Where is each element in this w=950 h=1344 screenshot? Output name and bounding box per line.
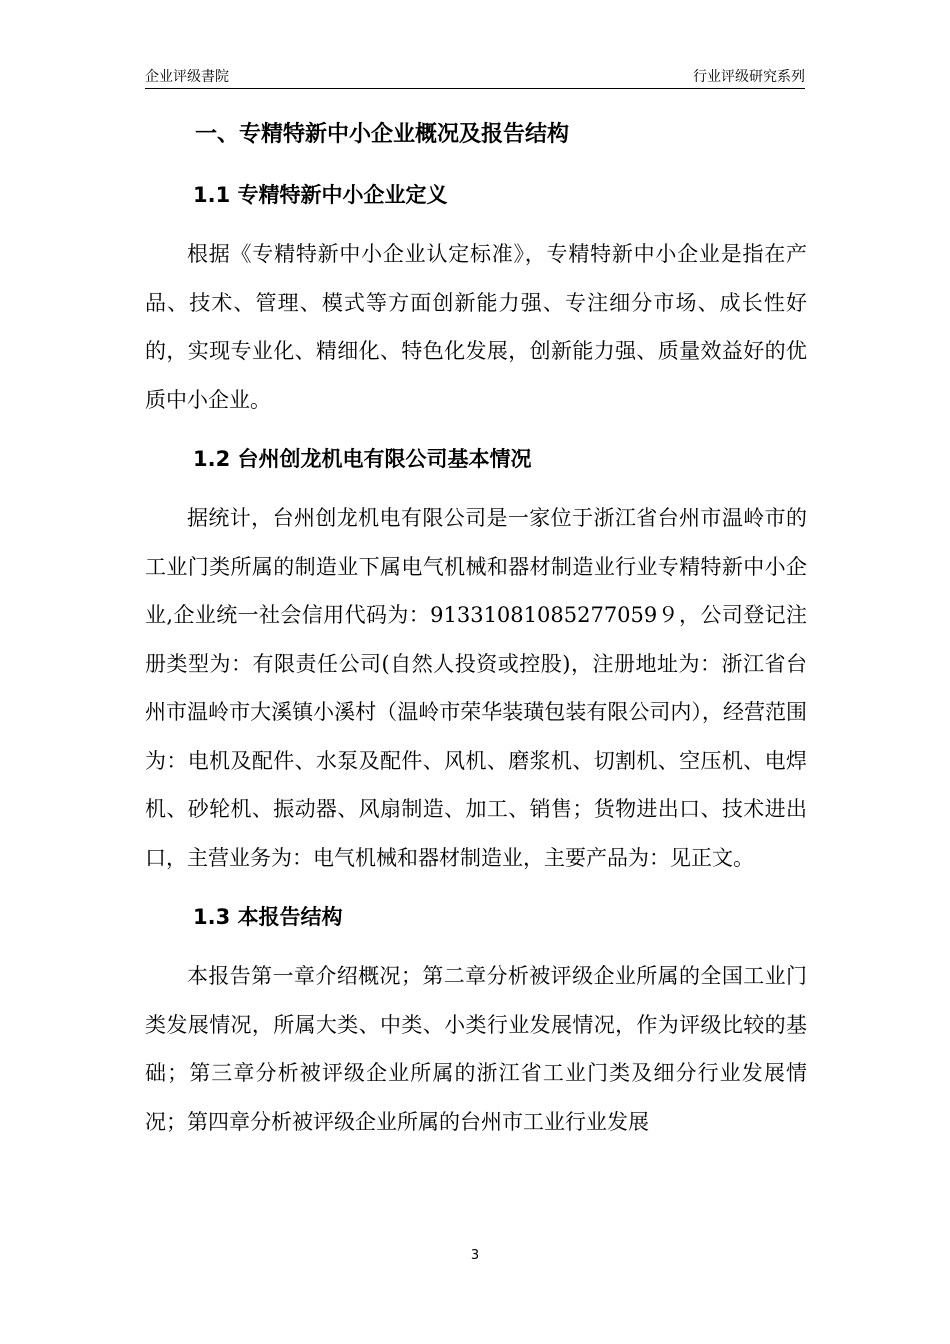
header-right-title: 行业评级研究系列	[693, 69, 805, 85]
section-1-2-paragraph: 据统计，台州创龙机电有限公司是一家位于浙江省台州市温岭市的工业门类所属的制造业下属电气机械和器材制造业行业专精特新中小企业,企业统一社会信用代码为：91331081085277059９，公司登记注册类型为：有限责任公司(自然人投资或控股)，注册地址为：浙江省台州市温岭市大溪镇小溪村（温岭市荣华装璜包装有限公司内），经营范围为：电机及配件、水泵及配件、风机、磨浆机、切割机、空压机、电焊机、砂轮机、振动器、风扇制造、加工、销售；货物进出口、技术进出口，主营业务为：电气机械和器材制造业，主要产品为：见正文。	[145, 506, 807, 870]
page-number: 3	[470, 1248, 480, 1263]
section-1-2-heading: 1.2 台州创龙机电有限公司基本情况	[193, 447, 532, 471]
page-content	[145, 110, 807, 1146]
section-1-1-heading: 1.1 专精特新中小企业定义	[193, 183, 448, 207]
section-1-heading: 一、专精特新中小企业概况及报告结构	[195, 122, 570, 147]
section-1-1-paragraph: 根据《专精特新中小企业认定标准》，专精特新中小企业是指在产品、技术、管理、模式等方面创新能力强、专注细分市场、成长性好的，实现专业化、精细化、特色化发展，创新能力强、质量效益好的优质中小企业。	[145, 242, 807, 412]
header-left-title: 企业评级書院	[145, 69, 229, 85]
section-1-3-paragraph: 本报告第一章介绍概况；第二章分析被评级企业所属的全国工业门类发展情况，所属大类、中类、小类行业发展情况，作为评级比较的基础；第三章分析被评级企业所属的浙江省工业门类及细分行业发展情况；第四章分析被评级企业所属的台州市工业行业发展	[145, 964, 807, 1134]
page-header	[145, 64, 805, 89]
section-1-3-heading: 1.3 本报告结构	[193, 905, 343, 929]
